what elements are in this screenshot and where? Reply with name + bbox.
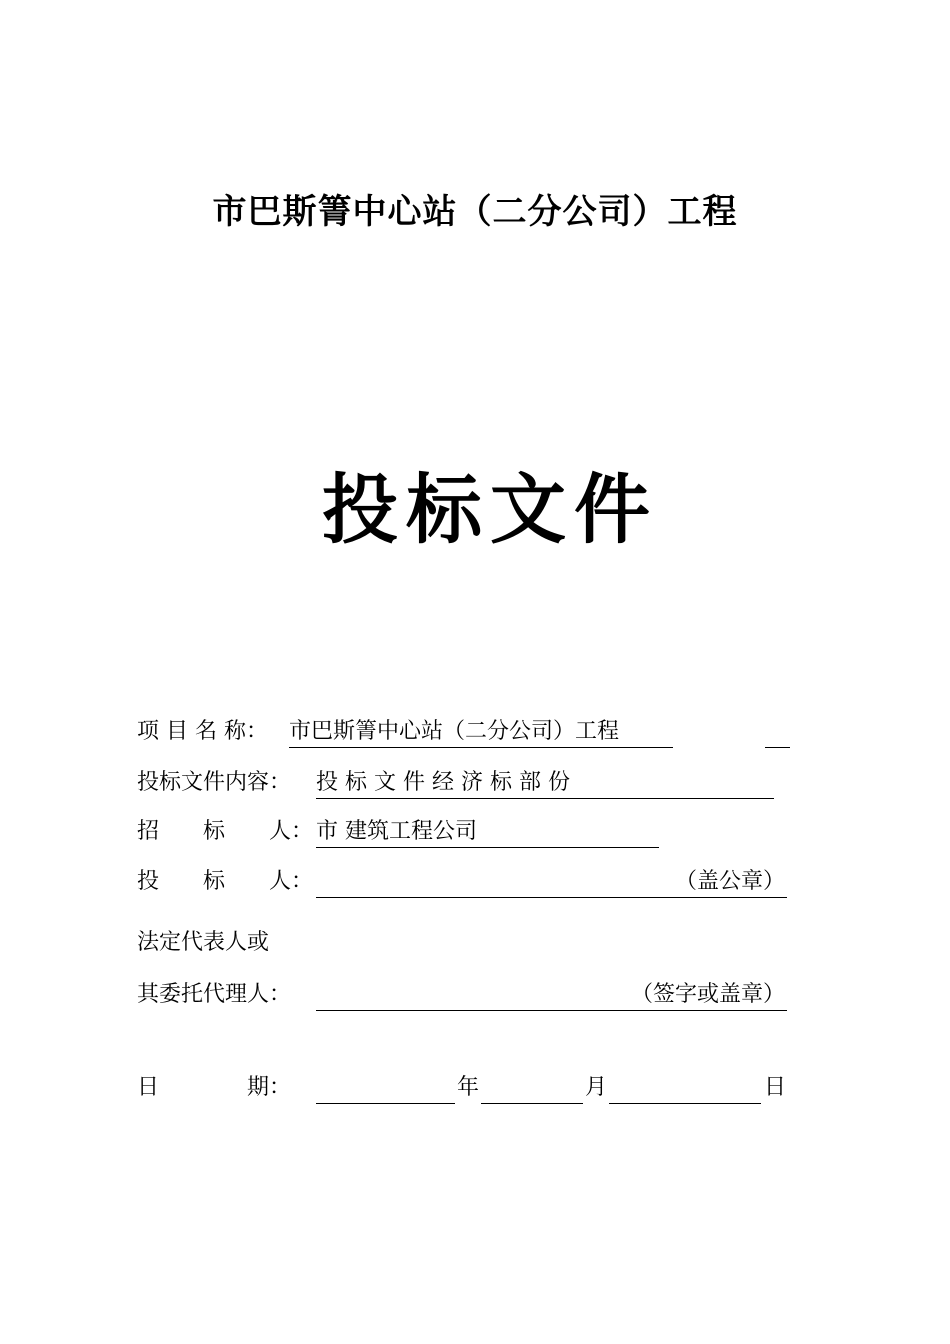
content-value bbox=[316, 768, 774, 799]
representative-signature-line[interactable] bbox=[316, 980, 787, 1011]
project-name-label: 项 目 名 称： bbox=[137, 719, 268, 744]
date-label: 日 期： bbox=[137, 1075, 292, 1100]
document-title: 投标文件 bbox=[322, 465, 658, 554]
date-year-line[interactable] bbox=[316, 1073, 455, 1104]
representative-label-line1: 法定代表人或 bbox=[137, 930, 270, 955]
project-name-text: 市巴斯箐中心站（二分公司）工程 bbox=[289, 719, 620, 744]
date-day-line[interactable] bbox=[609, 1073, 761, 1104]
tenderee-value bbox=[316, 817, 659, 848]
tenderee-text: 市 建筑工程公司 bbox=[316, 819, 477, 844]
date-month-unit: 月 bbox=[585, 1075, 608, 1100]
bidder-signature-line[interactable] bbox=[316, 867, 787, 898]
project-title: 市巴斯箐中心站（二分公司）工程 bbox=[212, 192, 738, 232]
bidder-seal-note: （盖公章） bbox=[674, 869, 785, 894]
date-year-unit: 年 bbox=[457, 1075, 480, 1100]
date-day-unit: 日 bbox=[764, 1075, 787, 1100]
project-name-trailing-line bbox=[765, 717, 790, 748]
content-text: 投 标 文 件 经 济 标 部 份 bbox=[316, 770, 570, 795]
date-month-line[interactable] bbox=[481, 1073, 583, 1104]
representative-label-line2: 其委托代理人： bbox=[137, 982, 292, 1007]
content-label: 投标文件内容： bbox=[137, 770, 292, 795]
representative-seal-note: （签字或盖章） bbox=[630, 982, 785, 1007]
project-name-value bbox=[289, 717, 673, 748]
tenderee-label: 招 标 人： bbox=[137, 819, 314, 844]
bidder-label: 投 标 人： bbox=[137, 869, 314, 894]
